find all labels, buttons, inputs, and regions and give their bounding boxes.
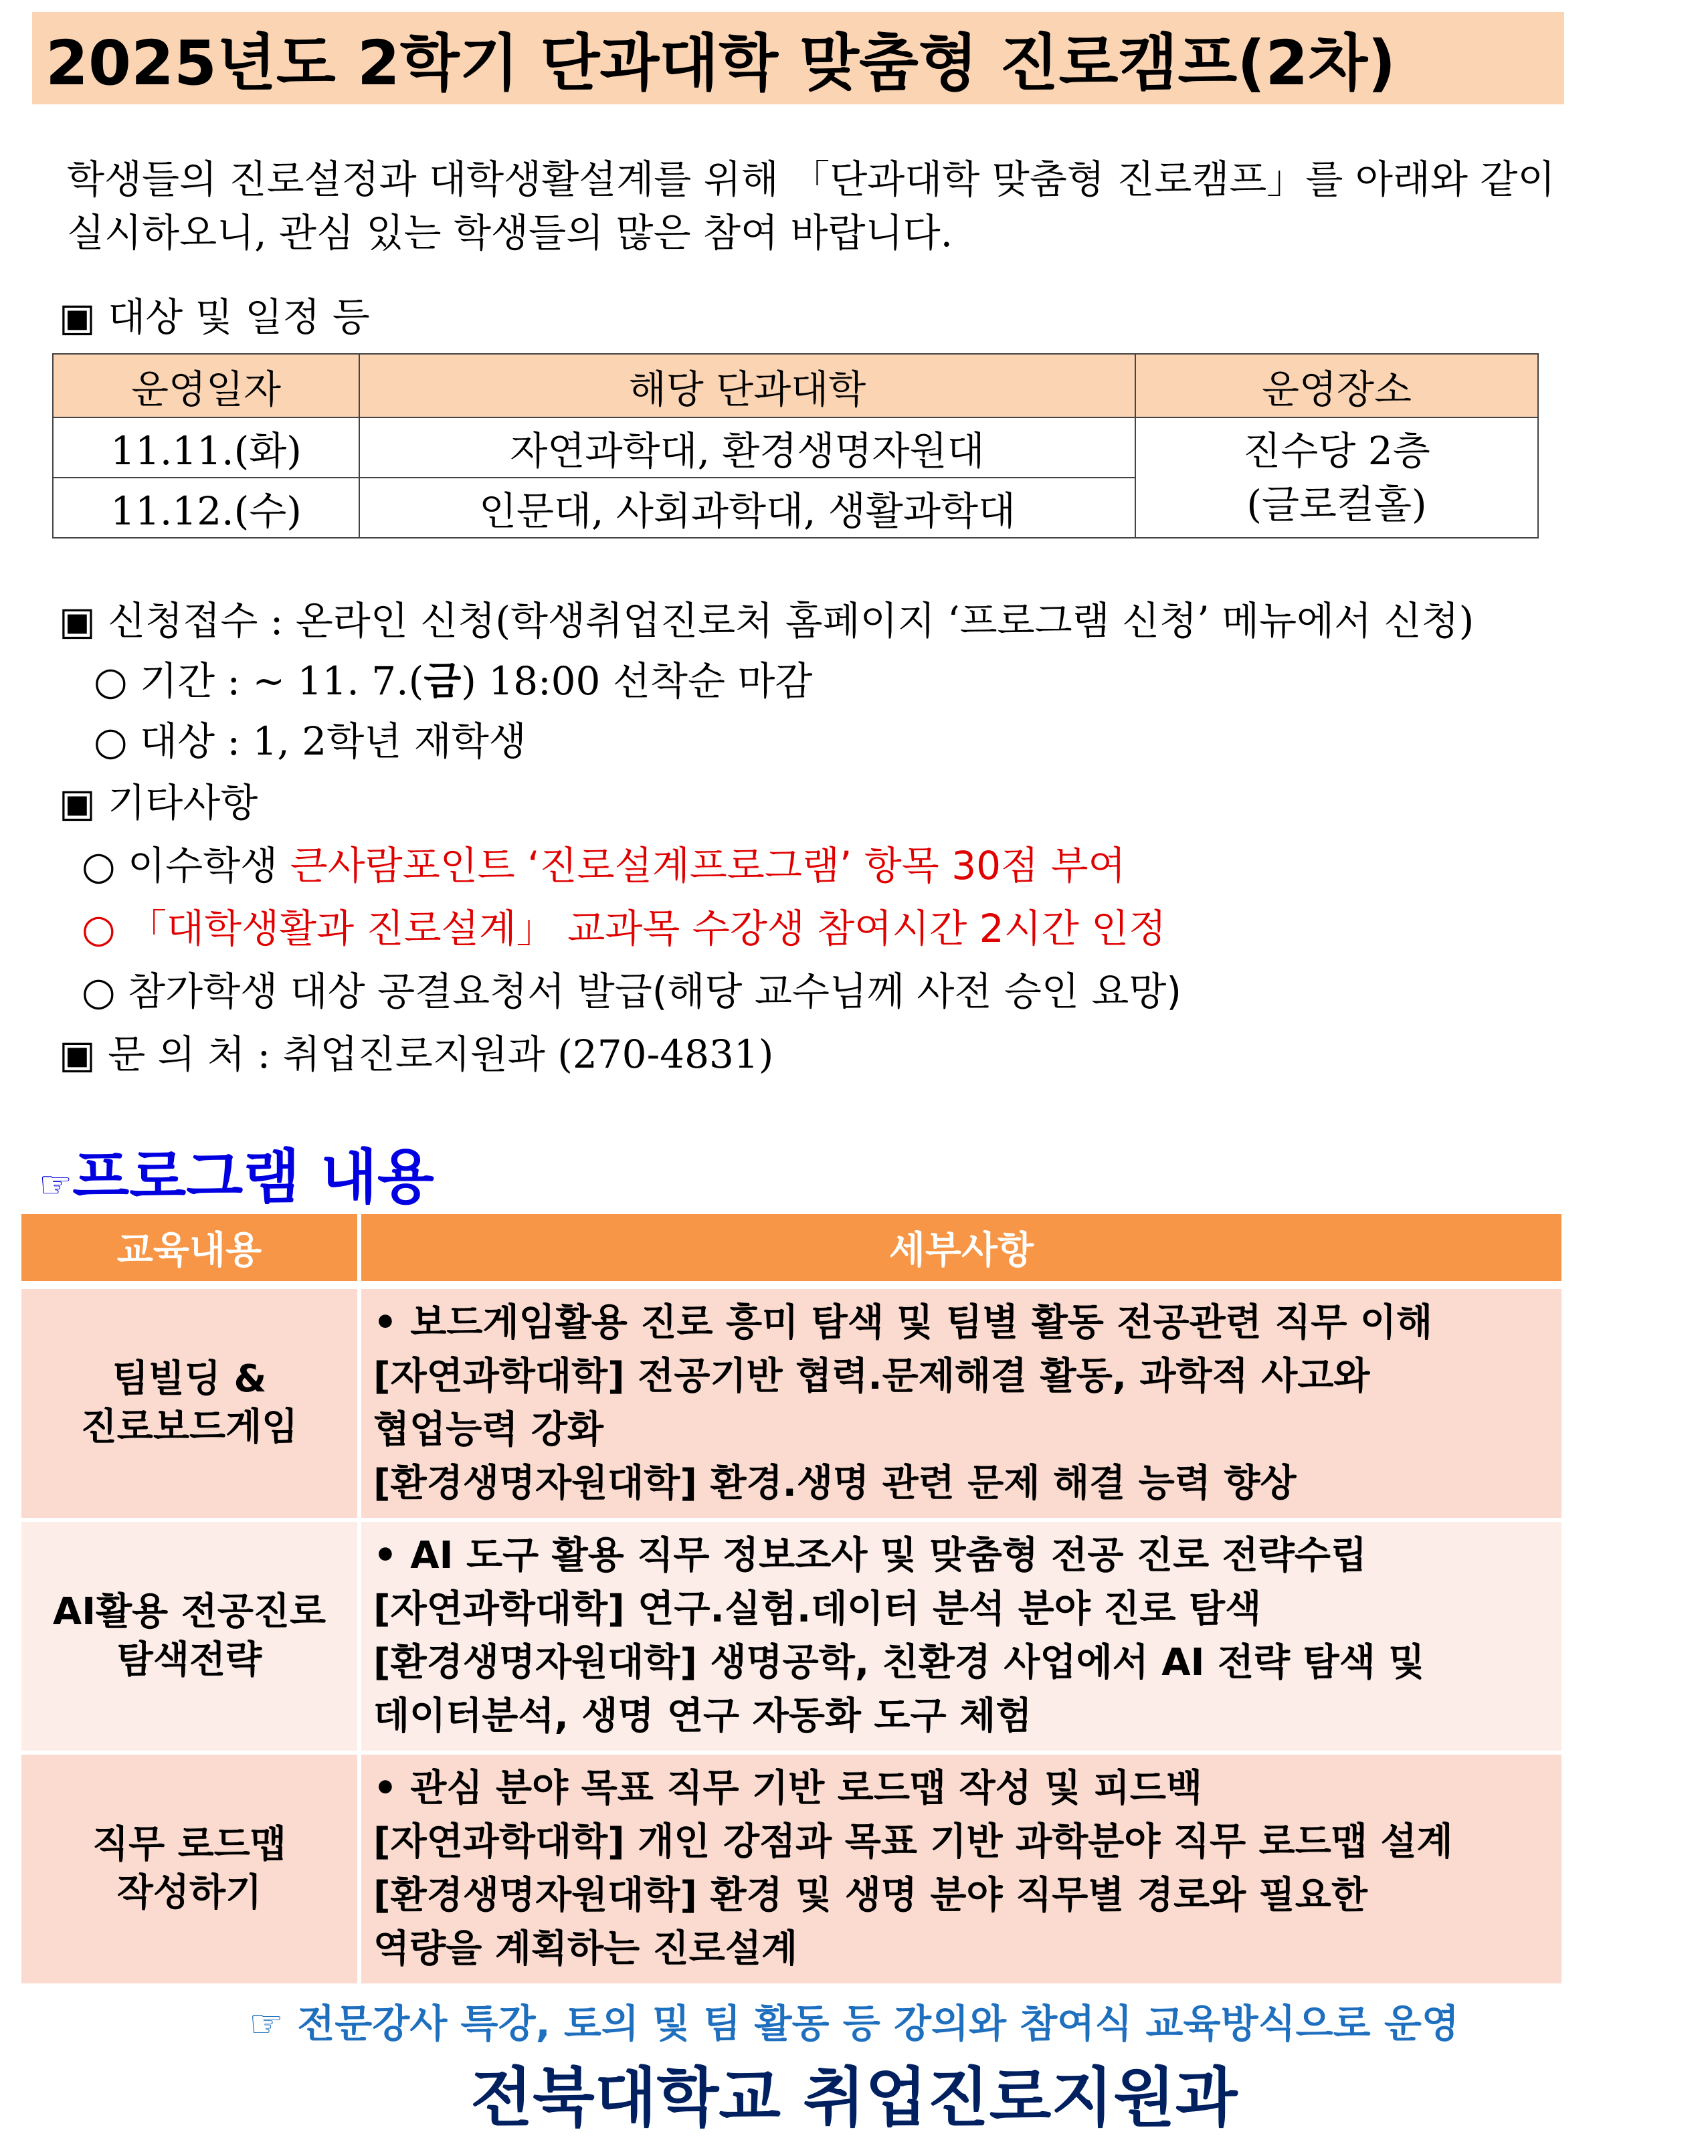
program-detail: • 보드게임활용 진로 흥미 탐색 및 팀별 활동 전공관련 직무 이해 [자연과학대학] 전공기반 협력.문제해결 활동, 과학적 사고와 협업능력 강화 [환경생명자원대학] 환경.생명 관련 문제 해결 능력 향상 <box>361 1289 1565 1522</box>
program-table <box>21 1214 1565 1987</box>
program-heading-text: 프로그램 내용 <box>72 1143 434 1211</box>
schedule-colleges: 자연과학대, 환경생명자원대 <box>359 417 1135 478</box>
application-heading-text: 신청접수 : 온라인 신청(학생취업진로처 홈페이지 ‘프로그램 신청’ 메뉴에서 신청) <box>108 598 1475 644</box>
program-category: AI활용 전공진로 탐색전략 <box>21 1522 361 1755</box>
schedule-heading <box>59 290 370 344</box>
schedule-date: 11.11.(화) <box>53 417 359 478</box>
circle-bullet-icon: ○ <box>94 658 128 704</box>
circle-bullet-icon: ○ <box>94 718 128 764</box>
program-category: 팀빌딩 & 진로보드게임 <box>21 1289 361 1522</box>
etc-item-points: ○ 이수학생 큰사람포인트 ‘진로설계프로그램’ 항목 30점 부여 <box>82 843 1126 888</box>
program-detail: • 관심 분야 목표 직무 기반 로드맵 작성 및 피드백 [자연과학대학] 개인 강점과 목표 기반 과학분야 직무 로드맵 설계 [환경생명자원대학] 환경 및 생명 분야 직무별 경로와 필요한 역량을 계획하는 진로설계 <box>361 1755 1565 1987</box>
program-row <box>21 1755 1565 1987</box>
pointing-hand-icon: ☞ <box>39 1163 73 1207</box>
etc-heading <box>59 776 258 829</box>
etc-item-course: ○ 「대학생활과 진로설계」 교과목 수강생 참여시간 2시간 인정 <box>82 906 1167 951</box>
application-heading <box>59 594 1474 648</box>
square-bullet-icon: ▣ <box>59 598 96 644</box>
application-target: ○ 대상 : 1, 2학년 재학생 <box>94 718 527 764</box>
col-colleges: 해당 단과대학 <box>359 354 1135 417</box>
etc-item-absence: ○ 참가학생 대상 공결요청서 발급(해당 교수님께 사전 승인 요망) <box>82 969 1182 1014</box>
location-line1: 진수당 2층 <box>1243 428 1430 474</box>
circle-bullet-icon: ○ <box>82 906 116 951</box>
col-location: 운영장소 <box>1135 354 1538 417</box>
program-detail: • AI 도구 활용 직무 정보조사 및 맞춤형 전공 진로 전략수립 [자연과학대학] 연구.실험.데이터 분석 분야 진로 탐색 [환경생명자원대학] 생명공학, 친환경 사업에서 AI 전략 탐색 및 데이터분석, 생명 연구 자동화 도구 체험 <box>361 1522 1565 1755</box>
schedule-colleges: 인문대, 사회과학대, 생활과학대 <box>359 478 1135 538</box>
page-title: 2025년도 2학기 단과대학 맞춤형 진로캠프(2차) <box>45 27 1396 99</box>
title-banner <box>32 12 1564 104</box>
schedule-heading-text: 대상 및 일정 등 <box>108 294 370 340</box>
contact-text: 문 의 처 : 취업진로지원과 (270-4831) <box>108 1032 774 1077</box>
schedule-row <box>53 417 1538 478</box>
schedule-date: 11.12.(수) <box>53 478 359 538</box>
intro-paragraph: 학생들의 진로설정과 대학생활설계를 위해 「단과대학 맞춤형 진로캠프」를 아래와 같이 실시하오니, 관심 있는 학생들의 많은 참여 바랍니다. <box>67 157 1555 256</box>
program-row <box>21 1289 1565 1522</box>
col-detail: 세부사항 <box>361 1214 1565 1289</box>
square-bullet-icon: ▣ <box>59 294 96 340</box>
program-heading <box>39 1131 434 1215</box>
program-row <box>21 1522 1565 1755</box>
contact-line <box>59 1027 773 1081</box>
footer-note: ☞ 전문강사 특강, 토의 및 팀 활동 등 강의와 참여식 교육방식으로 운영 <box>249 2001 1459 2046</box>
square-bullet-icon: ▣ <box>59 1032 96 1077</box>
circle-bullet-icon: ○ <box>82 969 116 1014</box>
square-bullet-icon: ▣ <box>59 780 96 825</box>
schedule-header-row <box>53 354 1538 417</box>
schedule-location <box>1135 417 1538 538</box>
program-category: 직무 로드맵 작성하기 <box>21 1755 361 1987</box>
program-header-row <box>21 1214 1565 1289</box>
col-date: 운영일자 <box>53 354 359 417</box>
schedule-table <box>52 353 1539 538</box>
footer-organization: 전북대학교 취업진로지원과 <box>470 2060 1238 2135</box>
col-content: 교육내용 <box>21 1214 361 1289</box>
location-line2: (글로컬홀) <box>1246 482 1427 527</box>
application-period: ○ 기간 : ~ 11. 7.(금) 18:00 선착순 마감 <box>94 658 813 704</box>
etc-heading-text: 기타사항 <box>108 780 258 825</box>
circle-bullet-icon: ○ <box>82 843 116 888</box>
